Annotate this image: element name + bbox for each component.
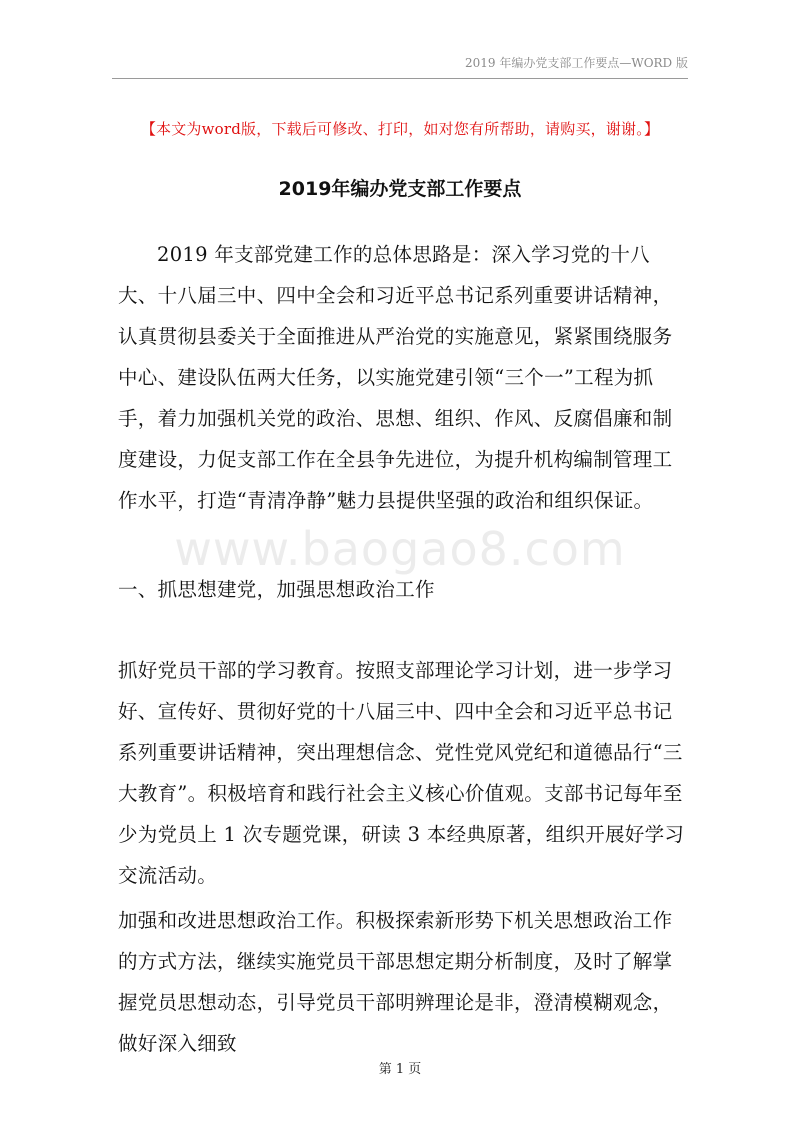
page-header (112, 50, 688, 79)
page-number: 第 1 页 (378, 1062, 422, 1077)
purchase-notice: 【本文为word版，下载后可修改、打印，如对您有所帮助，请购买，谢谢。】 (140, 120, 660, 138)
watermark: www.baogao8.com (174, 522, 626, 576)
section-heading-1: 一、抓思想建党，加强思想政治工作 (118, 578, 435, 601)
header-text: 2019 年编办党支部工作要点—WORD 版 (465, 56, 688, 70)
intro-paragraph: 2019 年支部党建工作的总体思路是：深入学习党的十八大、十八届三中、四中全会和习近平总书记系列重要讲话精神，认真贯彻县委关于全面推进从严治党的实施意见，紧紧围绕服务中心、建设队伍两大任务，以实施党建引领“三个一”工程为抓手，着力加强机关党的政治、思想、组织、作风、反腐倡廉和制度建设，力促支部工作在全县争先进位，为提升机构编制管理工作水平，打造“青清净静”魅力县提供坚强的政治和组织保证。 (118, 243, 673, 512)
study-paragraph: 抓好党员干部的学习教育。按照支部理论学习计划，进一步学习好、宣传好、贯彻好党的十八届三中、四中全会和习近平总书记系列重要讲话精神，突出理想信念、党性党风党纪和道德品行“三大教育”。积极培育和践行社会主义核心价值观。支部书记每年至少为党员上 1 次专题党课，研读 3 本经典原著，组织开展好学习交流活动。 (118, 659, 685, 887)
document-title: 2019年编办党支部工作要点 (278, 178, 522, 200)
improve-paragraph: 加强和改进思想政治工作。积极探索新形势下机关思想政治工作的方式方法，继续实施党员干部思想定期分析制度，及时了解掌握党员思想动态，引导党员干部明辨理论是非，澄清模糊观念，做好深入细致 (118, 909, 673, 1055)
